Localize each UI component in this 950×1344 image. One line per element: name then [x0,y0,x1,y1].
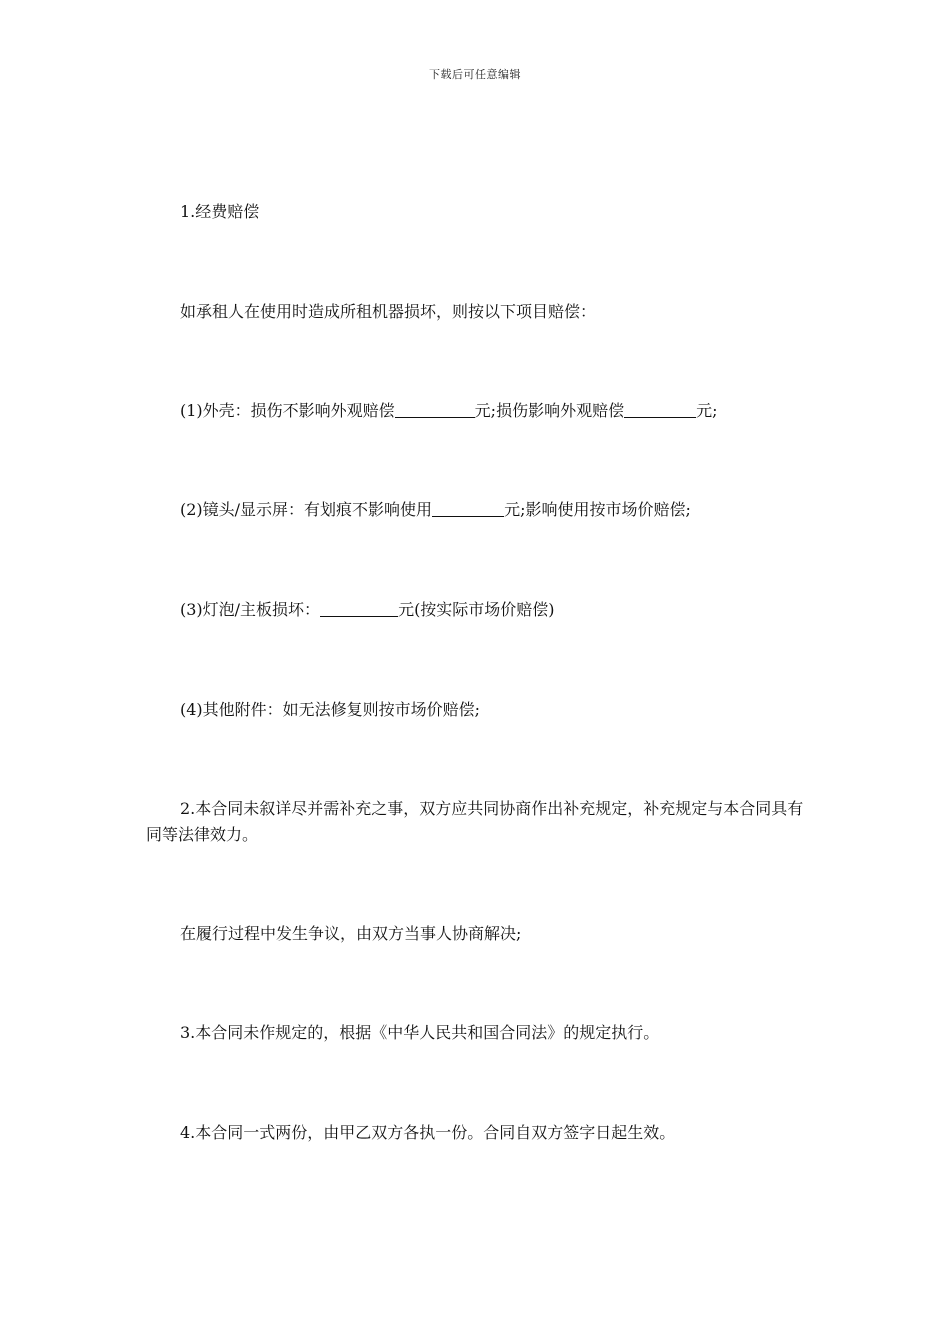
item-1-text-b: 元;损伤影响外观赔偿 [474,401,625,420]
item-1-line [146,398,806,424]
blank-field [432,500,504,517]
item-1-text-a: (1)外壳：损伤不影响外观赔偿 [180,401,395,420]
item-1-text-c: 元; [696,401,718,420]
section-4-paragraph: 4.本合同一式两份，由甲乙双方各执一份。合同自双方签字日起生效。 [180,1123,676,1142]
section-2-paragraph: 2.本合同未叙详尽并需补充之事，双方应共同协商作出补充规定，补充规定与本合同具有同等法律效力。 [146,799,804,844]
blank-field [395,401,475,418]
item-3-text-a: (3)灯泡/主板损坏： [180,600,321,619]
section-1-intro: 如承租人在使用时造成所租机器损坏，则按以下项目赔偿： [180,302,597,321]
header-note: 下载后可任意编辑 [429,68,521,81]
item-4-line: (4)其他附件：如无法修复则按市场价赔偿; [180,700,481,719]
item-2-line [146,497,806,523]
blank-field [624,401,696,418]
item-2-text-b: 元;影响使用按市场价赔偿; [504,500,691,519]
item-3-line [146,597,806,623]
section-3-paragraph: 3.本合同未作规定的，根据《中华人民共和国合同法》的规定执行。 [180,1023,660,1042]
blank-field [320,600,398,617]
dispute-paragraph: 在履行过程中发生争议，由双方当事人协商解决; [180,924,522,943]
item-3-text-b: 元(按实际市场价赔偿) [398,600,555,619]
item-2-text-a: (2)镜头/显示屏：有划痕不影响使用 [180,500,433,519]
section-1-title: 1.经费赔偿 [180,202,260,221]
